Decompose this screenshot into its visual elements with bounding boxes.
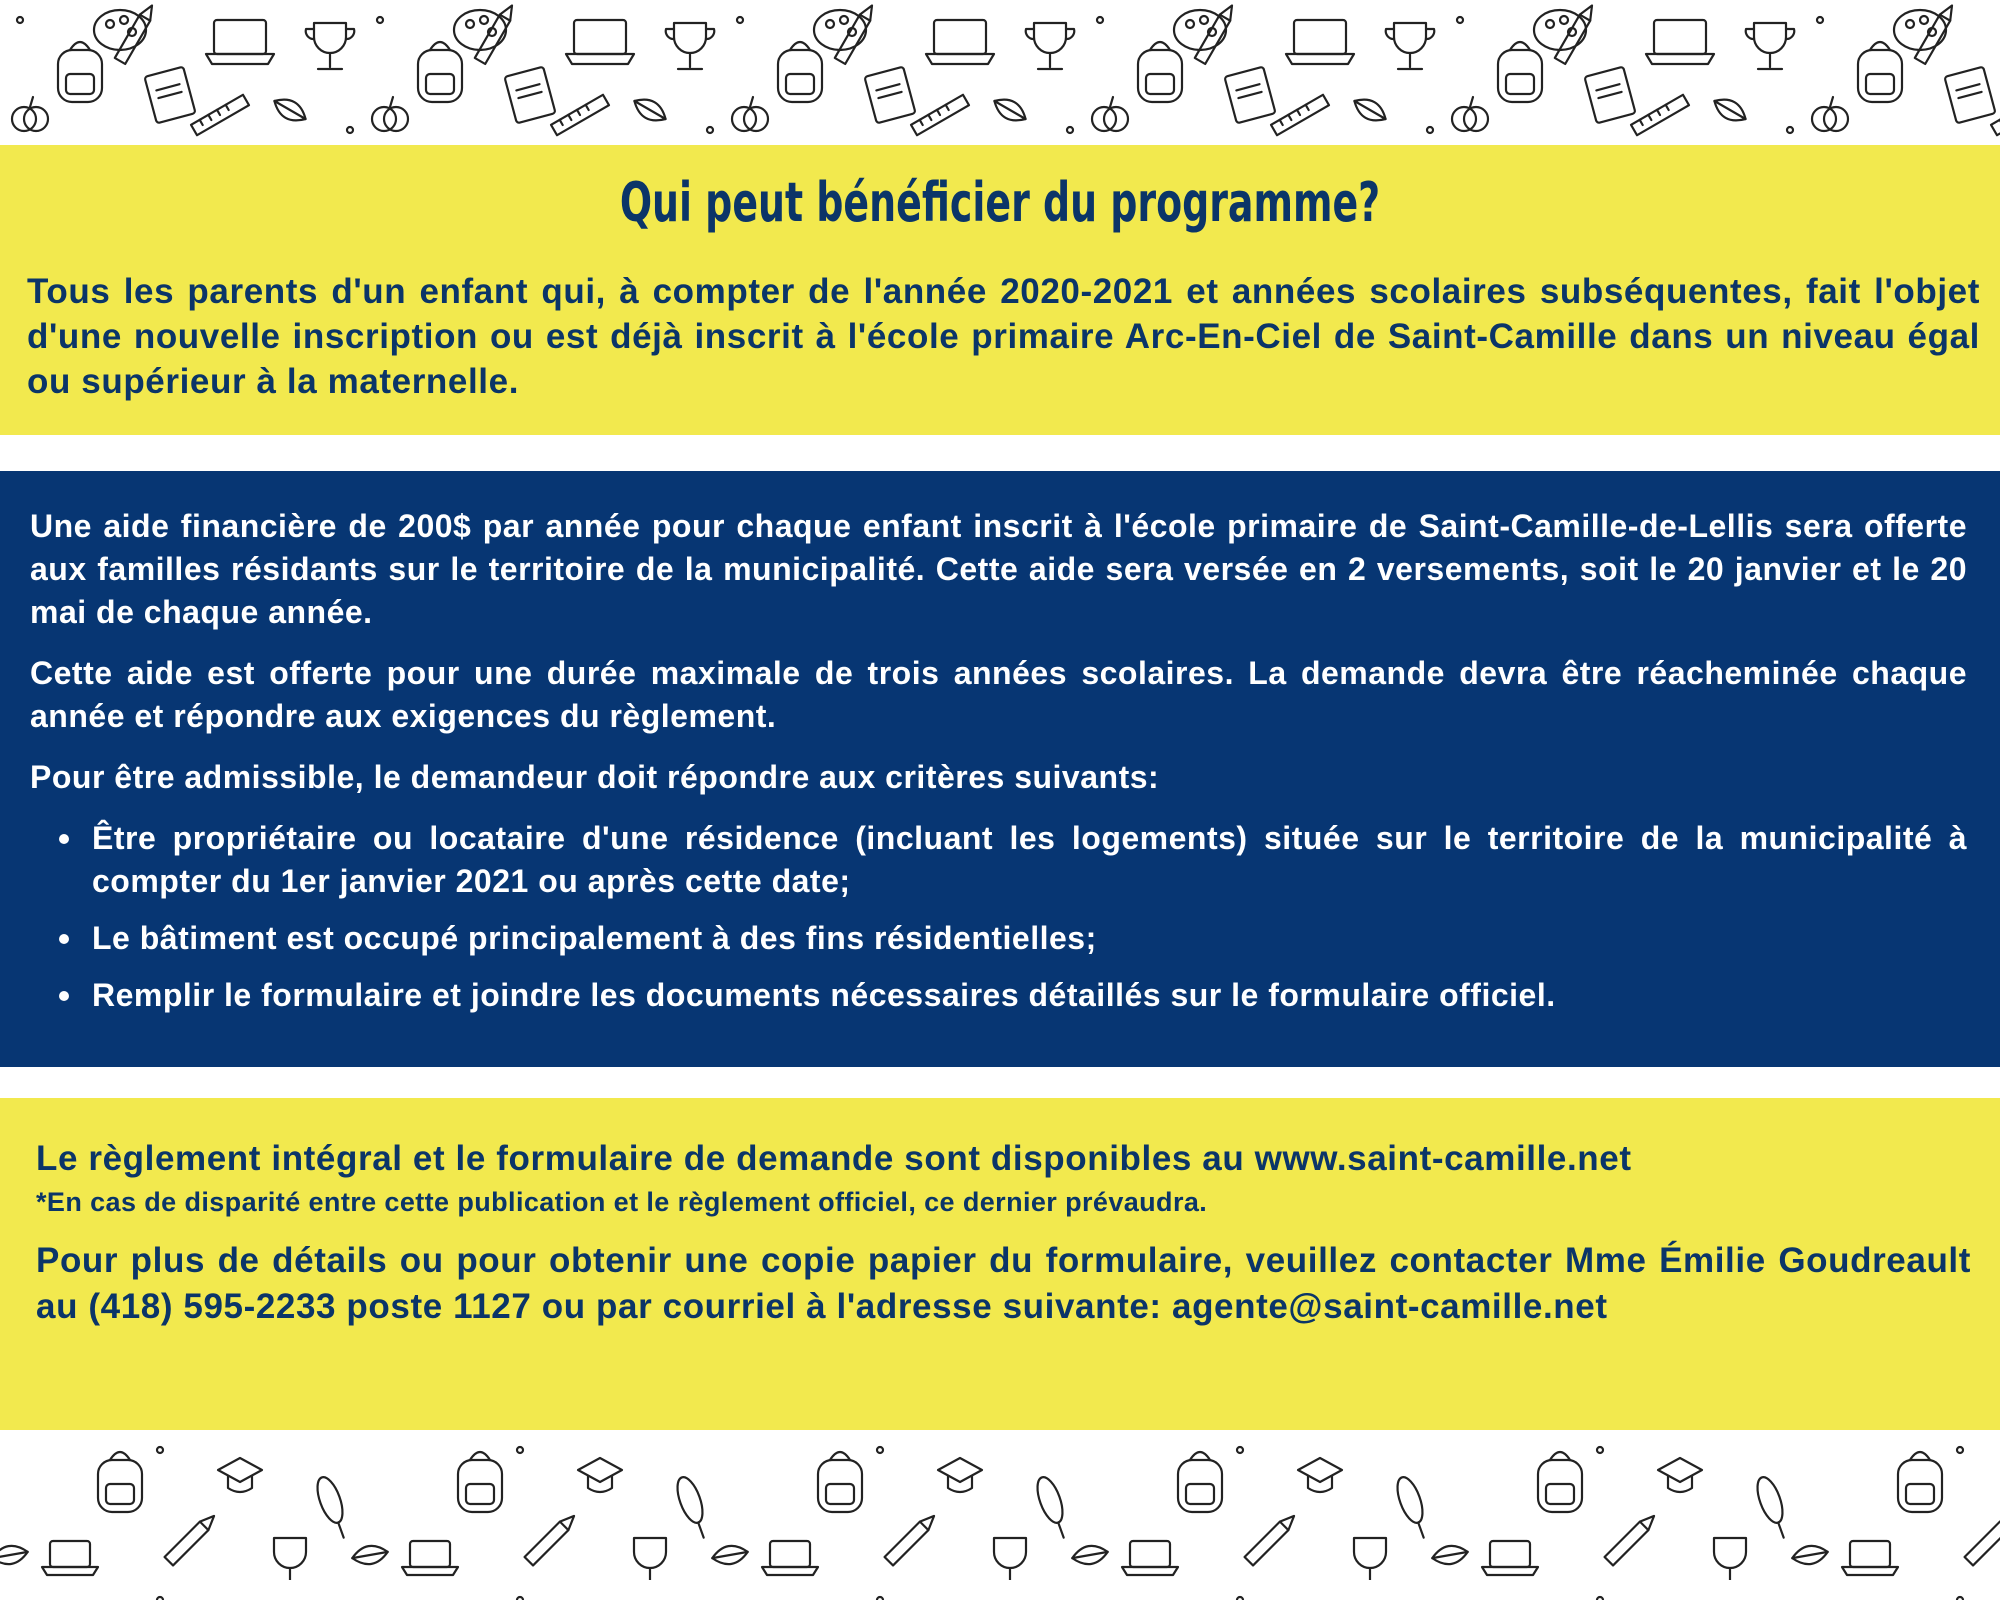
contact-text: Pour plus de détails ou pour obtenir une copie papier du formulaire, veuillez contacter Mme Émilie Goudreault au (418) 595-2233 poste 1127 ou par courriel à l'adresse suivante: agente@saint-camille.net: [36, 1241, 1971, 1326]
disclaimer-note: *En cas de disparité entre cette publication et le règlement officiel, ce dernier prévaudra.: [36, 1187, 1208, 1217]
bullet-icon: [59, 834, 69, 844]
criteria-intro: Pour être admissible, le demandeur doit répondre aux critères suivants:: [30, 759, 1160, 795]
financial-aid-panel: [0, 471, 2000, 1067]
bullet-icon: [59, 934, 69, 944]
criteria-item: [92, 917, 1967, 960]
aid-paragraph-duration: Cette aide est offerte pour une durée maximale de trois années scolaires. La demande devra être réacheminée chaque année et répondre aux exigences du règlement.: [30, 655, 1967, 734]
availability-text: Le règlement intégral et le formulaire de demande sont disponibles au www.saint-camille.net: [36, 1139, 1632, 1178]
criteria-list: [30, 817, 1967, 1017]
school-doodle-pattern-top: [0, 0, 2000, 145]
criteria-item-text: Remplir le formulaire et joindre les documents nécessaires détaillés sur le formulaire officiel.: [92, 977, 1556, 1013]
information-panel: [0, 1098, 2000, 1430]
criteria-item: [92, 817, 1967, 903]
eligibility-description: Tous les parents d'un enfant qui, à compter de l'année 2020-2021 et années scolaires subséquentes, fait l'objet d'une nouvelle inscription ou est déjà inscrit à l'école primaire Arc-En-Ciel de Saint-Camille dans un niveau égal ou supérieur à la maternelle.: [27, 272, 1980, 401]
bullet-icon: [59, 991, 69, 1001]
aid-paragraph-amount: Une aide financière de 200$ par année pour chaque enfant inscrit à l'école primaire de Saint-Camille-de-Lellis sera offerte aux familles résidants sur le territoire de la municipalité. Cette aide sera versée en 2 versements, soit le 20 janvier et le 20 mai de chaque année.: [30, 508, 1967, 630]
criteria-item-text: Être propriétaire ou locataire d'une résidence (incluant les logements) située sur le territoire de la municipalité à compter du 1er janvier 2021 ou après cette date;: [92, 820, 1967, 899]
school-doodle-pattern-bottom: [0, 1430, 2000, 1600]
eligibility-title: Qui peut bénéficier du programme?: [619, 171, 1381, 234]
criteria-item: [92, 974, 1967, 1017]
eligibility-panel: [0, 145, 2000, 435]
criteria-item-text: Le bâtiment est occupé principalement à des fins résidentielles;: [92, 920, 1097, 956]
